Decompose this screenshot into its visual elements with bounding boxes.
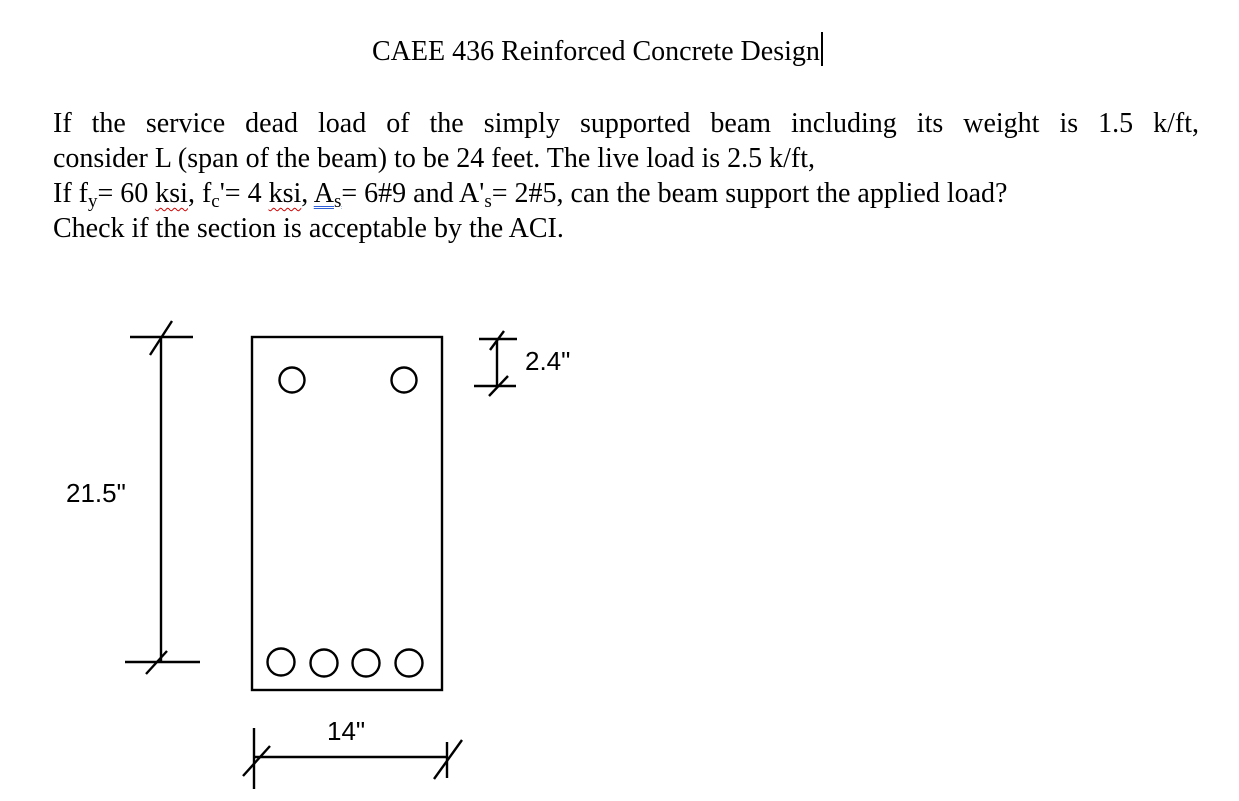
- problem-line-1: If the service dead load of the simply supported beam including its weight is 1.5 k/ft,: [53, 108, 1199, 139]
- grammar-flag[interactable]: $A_s$: [313, 178, 342, 212]
- width-dimension-label: 14": [327, 716, 366, 746]
- cover-dimension-line: [474, 331, 517, 396]
- problem-line-3: If $f_y= 60$ ksi, $f_c'= 4$ ksi, $A_s=$ 6#9 and $A'_s=$ 2#5, can the beam support the applied load?: [53, 178, 1008, 212]
- beam-section-outline: [252, 337, 442, 690]
- cover-dimension-label: 2.4": [525, 346, 571, 376]
- compression-bar: [280, 368, 305, 393]
- tension-bar: [268, 649, 295, 676]
- height-dimension-label: 21.5": [66, 478, 126, 508]
- problem-line-4: Check if the section is acceptable by the ACI.: [53, 213, 564, 244]
- document-title: CAEE 436 Reinforced Concrete Design: [372, 32, 823, 72]
- tension-bar: [396, 650, 423, 677]
- tension-bar: [353, 650, 380, 677]
- height-dimension-line: [125, 321, 200, 674]
- problem-line-2: consider L (span of the beam) to be 24 feet. The live load is 2.5 k/ft,: [53, 143, 816, 174]
- tension-bar: [311, 650, 338, 677]
- compression-bar: [392, 368, 417, 393]
- spelling-flag[interactable]: ksi: [268, 178, 302, 209]
- spelling-flag[interactable]: ksi: [155, 178, 188, 209]
